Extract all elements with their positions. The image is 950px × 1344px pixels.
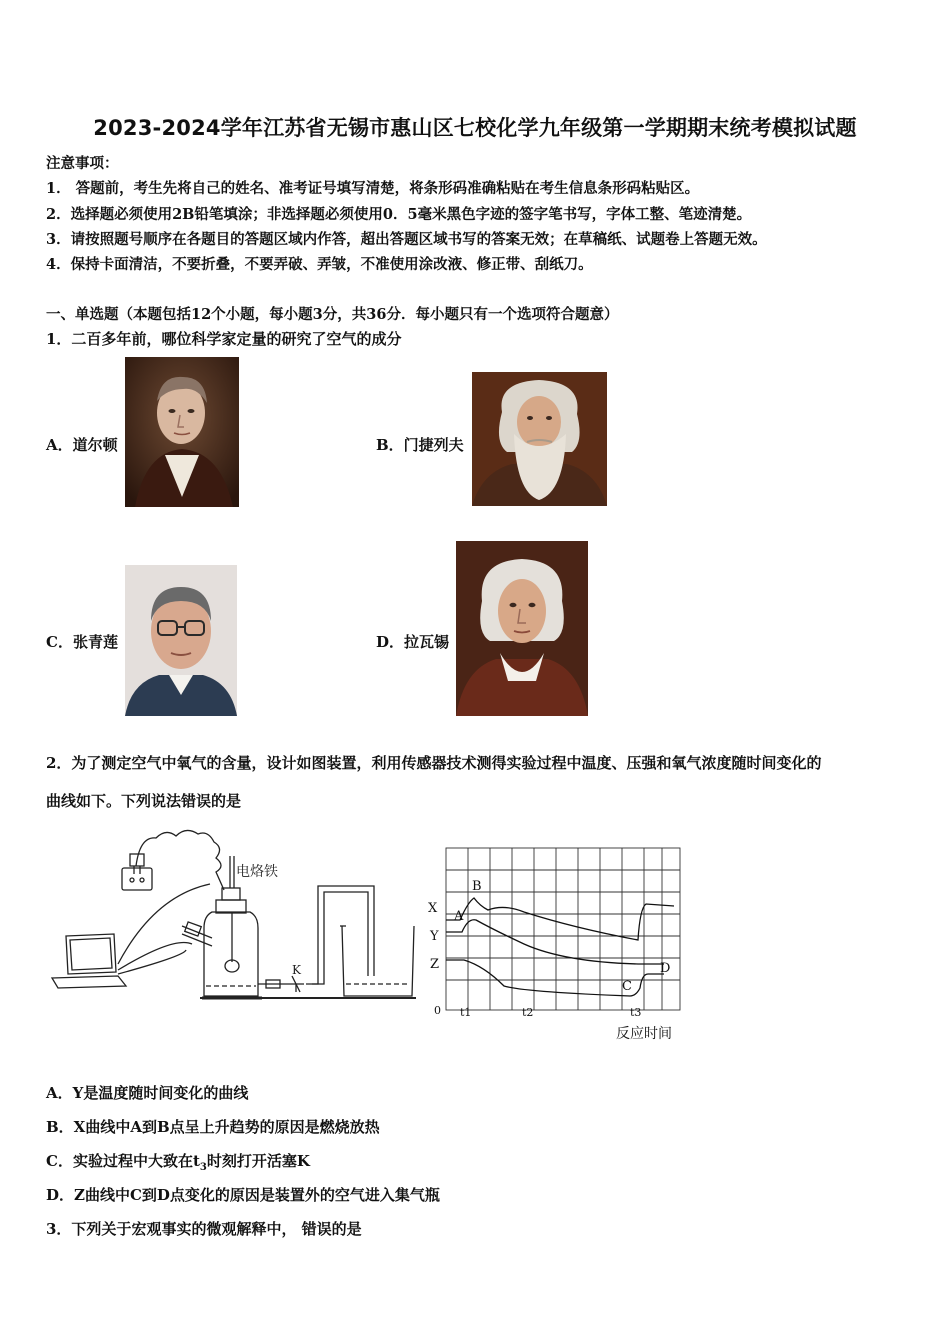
graph-tick-t2: t2 <box>522 1006 534 1019</box>
q2-option-b[interactable]: B．X曲线中A到B点呈上升趋势的原因是燃烧放热 <box>46 1118 380 1136</box>
graph-point-c: C <box>622 979 632 994</box>
notice-item: 1． 答题前，考生先将自己的姓名、准考证号填写清楚，将条形码准确粘贴在考生信息条形码粘贴区。 <box>46 180 700 197</box>
graph-origin: 0 <box>434 1004 441 1017</box>
experiment-apparatus-diagram <box>44 826 424 1001</box>
sensor-curve-graph <box>424 840 696 1050</box>
question-1-stem: 1．二百多年前，哪位科学家定量的研究了空气的成分 <box>46 330 402 348</box>
q1-option-a[interactable]: A．道尔顿 <box>46 436 118 454</box>
notice-item: 2．选择题必须使用2B铅笔填涂；非选择题必须使用0．5毫米黑色字迹的签字笔书写，字体工整、笔迹清楚。 <box>46 206 752 223</box>
graph-point-a: A <box>454 909 464 924</box>
portrait-dalton-image <box>125 357 239 507</box>
q2-option-a[interactable]: A．Y是温度随时间变化的曲线 <box>46 1084 249 1102</box>
valve-k-label: K <box>292 963 301 977</box>
question-2-stem-line-1: 2．为了测定空气中氧气的含量，设计如图装置，利用传感器技术测得实验过程中温度、压强和氧气浓度随时间变化的 <box>46 754 822 772</box>
graph-point-b: B <box>472 879 482 894</box>
graph-x-axis-label: 反应时间 <box>616 1026 672 1042</box>
q1-option-c[interactable]: C．张青莲 <box>46 633 118 651</box>
question-3-stem: 3．下列关于宏观事实的微观解释中， 错误的是 <box>46 1220 362 1238</box>
exam-title: 2023-2024学年江苏省无锡市惠山区七校化学九年级第一学期期末统考模拟试题 <box>93 116 857 140</box>
graph-tick-t1: t1 <box>460 1006 472 1019</box>
graph-label-x: X <box>428 901 438 916</box>
q1-option-b[interactable]: B．门捷列夫 <box>376 436 464 454</box>
portrait-lavoisier-image <box>456 541 588 716</box>
section-heading: 一、单选题（本题包括12个小题，每小题3分，共36分．每小题只有一个选项符合题意） <box>46 306 619 323</box>
iron-label: 电烙铁 <box>236 864 278 880</box>
notice-item: 3．请按照题号顺序在各题目的答题区域内作答，超出答题区域书写的答案无效；在草稿纸、试题卷上答题无效。 <box>46 231 767 248</box>
question-2-stem-line-2: 曲线如下。下列说法错误的是 <box>46 792 242 810</box>
q2-option-c-text-end: 时刻打开活塞K <box>206 1152 310 1170</box>
q2-option-c-text-start: C．实验过程中大致在t <box>46 1152 200 1170</box>
portrait-mendeleev-image <box>472 372 607 506</box>
q2-option-c-subscript: 3 <box>199 1162 207 1173</box>
graph-label-y: Y <box>430 929 439 944</box>
q1-option-d[interactable]: D．拉瓦锡 <box>376 633 450 651</box>
graph-tick-t3: t3 <box>630 1006 642 1019</box>
graph-label-z: Z <box>430 957 440 972</box>
q2-option-c[interactable] <box>46 1150 310 1173</box>
notice-heading: 注意事项： <box>46 155 119 172</box>
graph-point-d: D <box>660 961 671 976</box>
q2-option-d[interactable]: D．Z曲线中C到D点变化的原因是装置外的空气进入集气瓶 <box>46 1186 440 1204</box>
portrait-zhang-qinglian-image <box>125 565 237 716</box>
notice-item: 4．保持卡面清洁，不要折叠，不要弄破、弄皱，不准使用涂改液、修正带、刮纸刀。 <box>46 256 593 273</box>
